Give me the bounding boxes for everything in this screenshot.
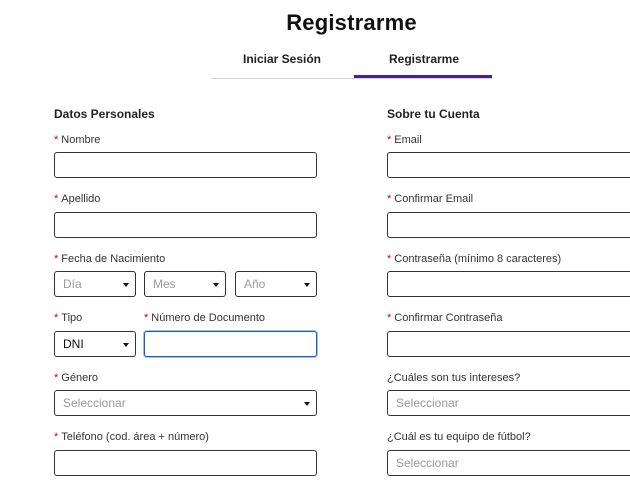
tab-login[interactable]: Iniciar Sesión [242, 52, 322, 66]
chevron-down-icon [123, 283, 129, 287]
intereses-label: ¿Cuáles son tus intereses? [387, 372, 521, 384]
account-section-title: Sobre tu Cuenta [387, 107, 480, 121]
genero-label [54, 372, 98, 384]
required-marker: * [54, 193, 59, 205]
required-marker: * [387, 193, 392, 205]
password-label [387, 253, 561, 265]
chevron-down-icon [304, 283, 310, 287]
intereses-select[interactable] [387, 390, 630, 416]
required-marker: * [54, 134, 59, 146]
confirm-password-label [387, 312, 503, 324]
telefono-input[interactable] [54, 450, 317, 476]
documento-input[interactable] [144, 331, 317, 357]
required-marker: * [144, 312, 149, 324]
confirm-email-label [387, 193, 473, 205]
required-marker: * [387, 253, 392, 265]
documento-label-text: Número de Documento [151, 312, 266, 324]
fecha-label [54, 253, 165, 265]
intereses-placeholder: Seleccionar [396, 396, 459, 410]
email-label-text: Email [394, 134, 422, 146]
genero-select[interactable] [54, 390, 317, 416]
telefono-label [54, 431, 209, 443]
genero-label-text: Género [61, 372, 98, 384]
dia-select[interactable] [54, 271, 136, 297]
mes-placeholder: Mes [153, 277, 176, 291]
apellido-label [54, 193, 100, 205]
required-marker: * [54, 431, 59, 443]
required-marker: * [54, 253, 59, 265]
tab-register[interactable]: Registrarme [388, 52, 460, 66]
documento-label [144, 312, 265, 324]
page-title: Registrarme [286, 10, 417, 35]
confirm-password-label-text: Confirmar Contraseña [394, 312, 503, 324]
required-marker: * [54, 372, 59, 384]
password-input[interactable] [387, 271, 630, 297]
confirm-password-input[interactable] [387, 331, 630, 357]
active-tab-indicator [354, 75, 492, 78]
fecha-label-text: Fecha de Nacimiento [61, 253, 166, 265]
tipo-label [54, 312, 82, 324]
password-label-text: Contraseña (mínimo 8 caracteres) [394, 253, 562, 265]
nombre-input[interactable] [54, 152, 317, 178]
dia-placeholder: Día [63, 277, 82, 291]
email-input[interactable] [387, 152, 630, 178]
required-marker: * [387, 134, 392, 146]
email-label [387, 134, 422, 146]
equipo-label: ¿Cuál es tu equipo de fútbol? [387, 431, 531, 443]
confirm-email-input[interactable] [387, 212, 630, 238]
chevron-down-icon [123, 343, 129, 347]
tipo-select[interactable] [54, 331, 136, 357]
anio-select[interactable] [235, 271, 317, 297]
equipo-placeholder: Seleccionar [396, 456, 459, 470]
telefono-label-text: Teléfono (cod. área + número) [61, 431, 209, 443]
genero-placeholder: Seleccionar [63, 396, 126, 410]
mes-select[interactable] [144, 271, 226, 297]
tipo-label-text: Tipo [61, 312, 83, 324]
nombre-label [54, 134, 100, 146]
confirm-email-label-text: Confirmar Email [394, 193, 474, 205]
chevron-down-icon [213, 283, 219, 287]
auth-tabs [212, 52, 492, 79]
apellido-input[interactable] [54, 212, 317, 238]
required-marker: * [54, 312, 59, 324]
required-marker: * [387, 312, 392, 324]
tipo-value: DNI [63, 337, 84, 351]
anio-placeholder: Año [244, 277, 266, 291]
nombre-label-text: Nombre [61, 134, 101, 146]
personal-section-title: Datos Personales [54, 107, 155, 121]
apellido-label-text: Apellido [61, 193, 101, 205]
equipo-select[interactable] [387, 450, 630, 476]
chevron-down-icon [304, 402, 310, 406]
